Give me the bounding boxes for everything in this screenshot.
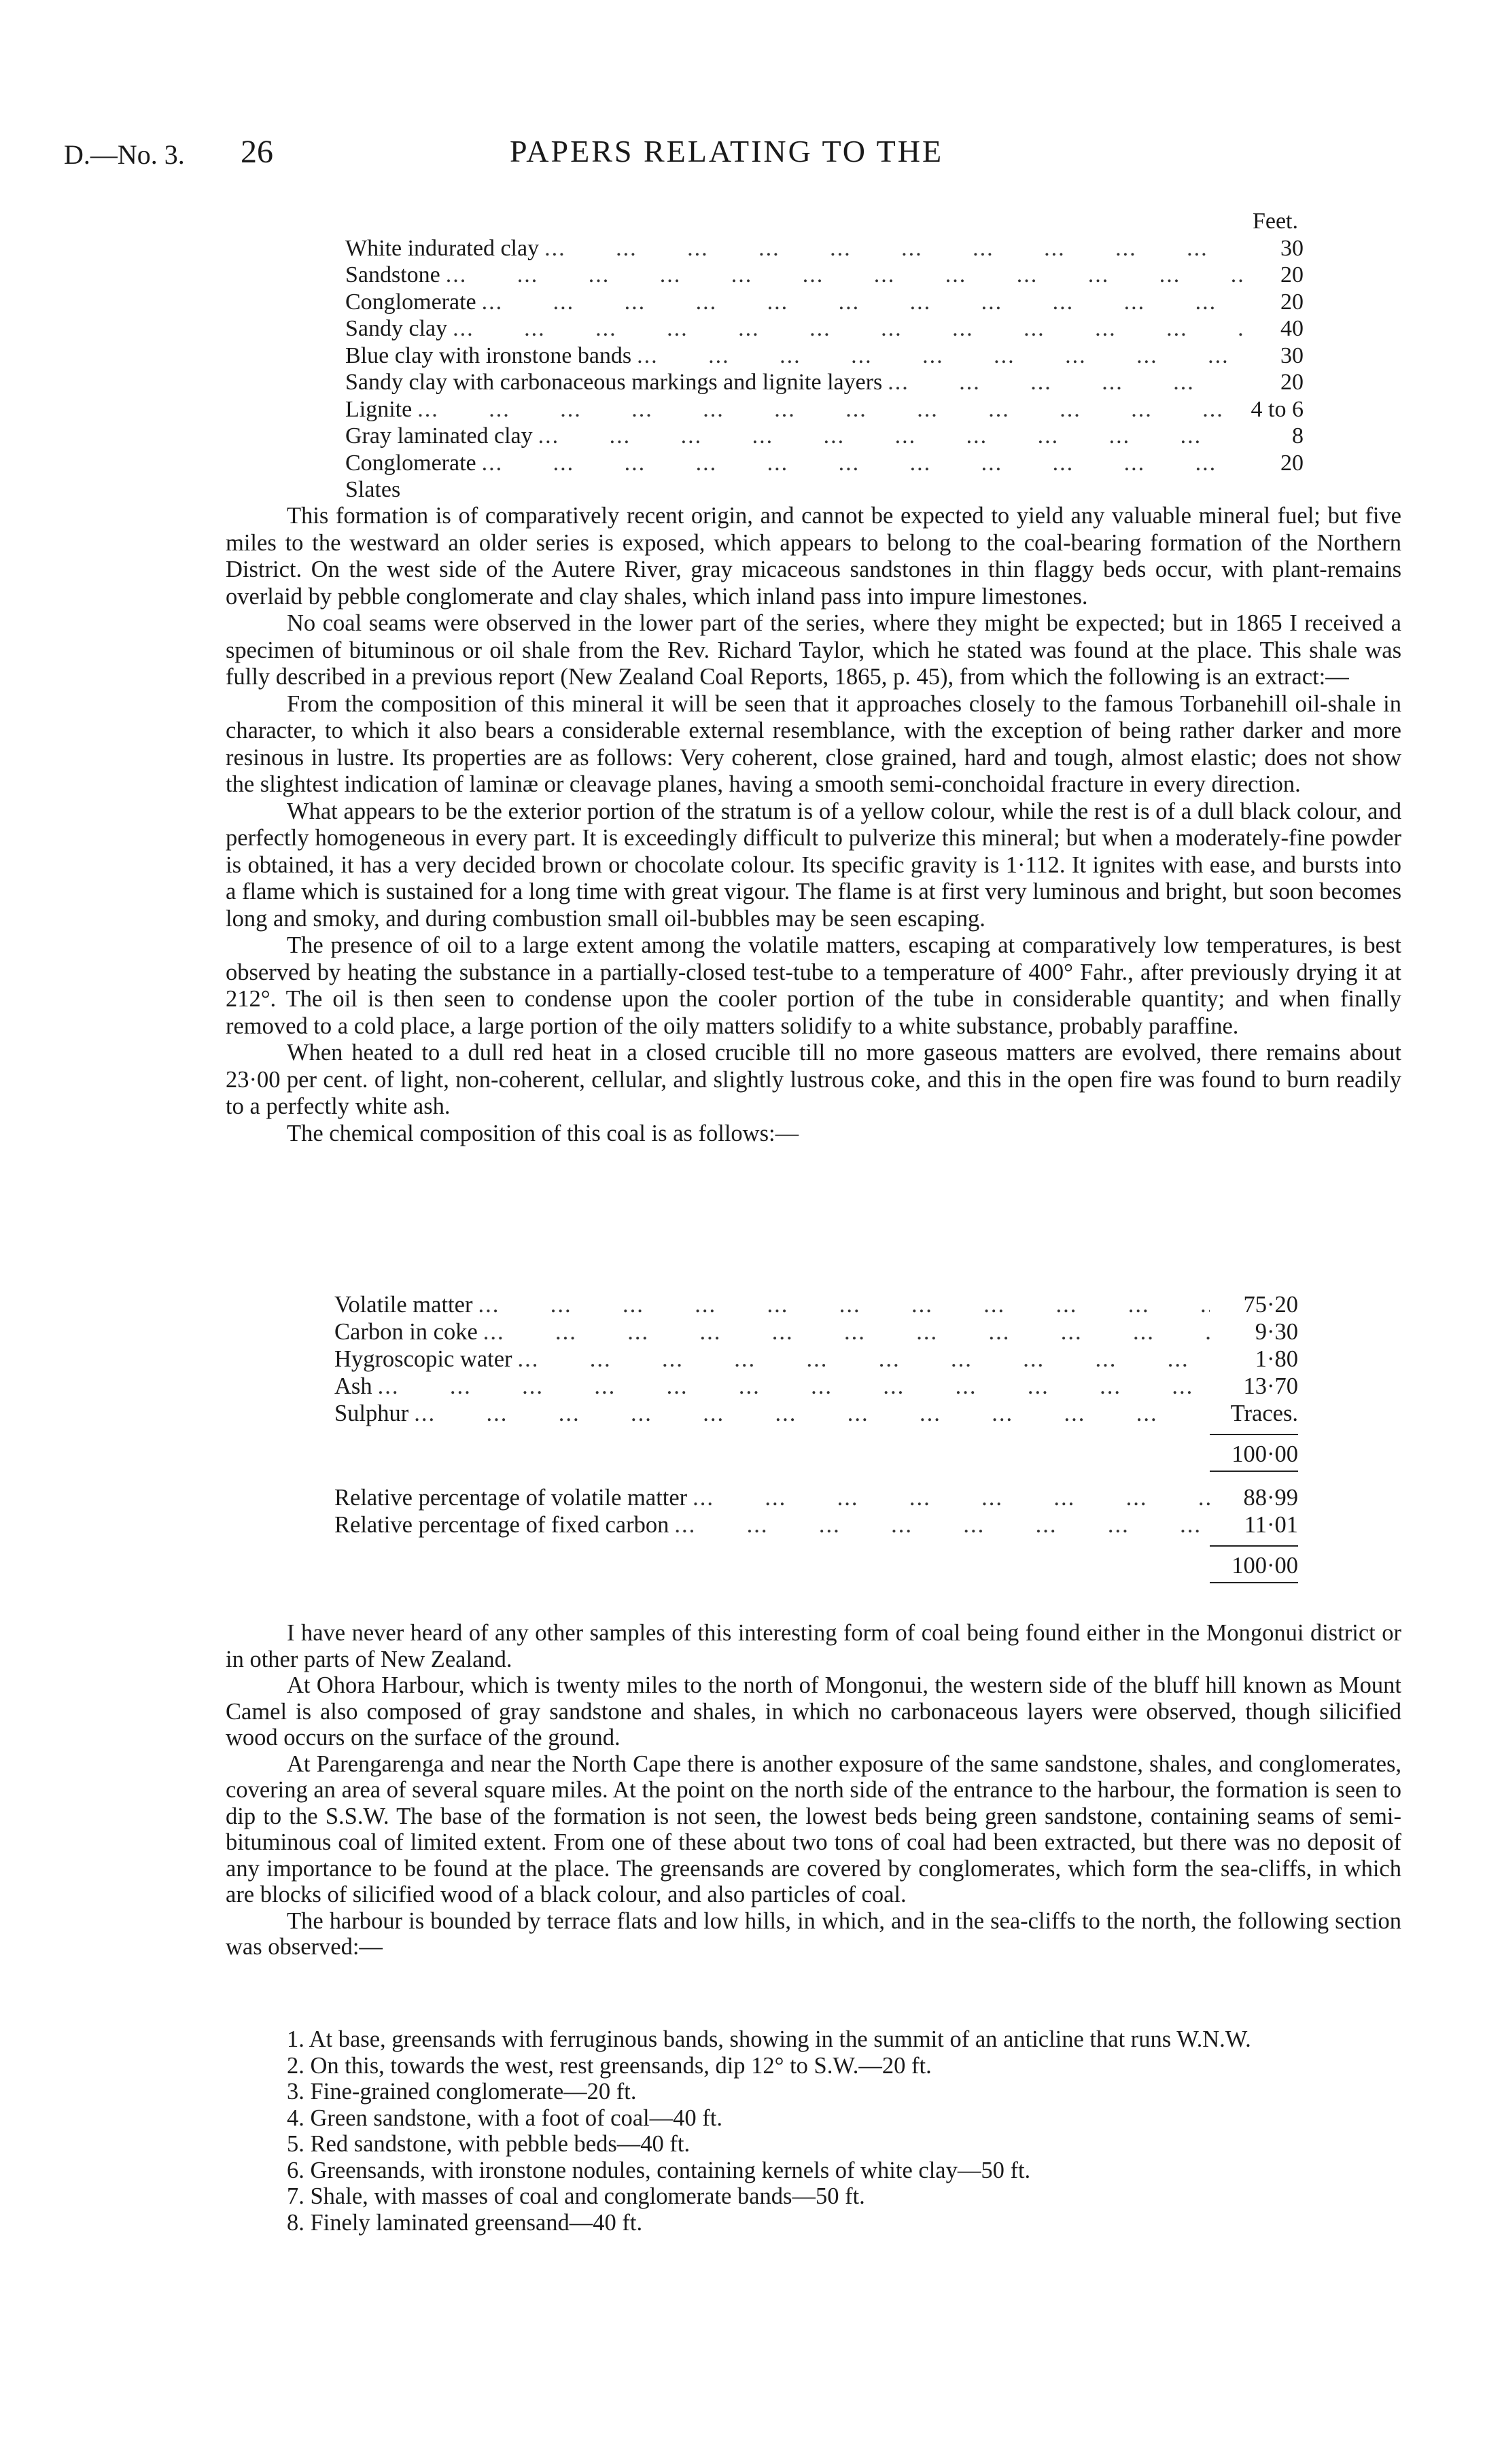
section-item: 2. On this, towards the west, rest greensands, dip 12° to S.W.—20 ft. [287, 2052, 932, 2079]
strata-row [345, 235, 1304, 262]
page-header [64, 133, 1389, 181]
section-item: 3. Fine-grained conglomerate—20 ft. [287, 2079, 637, 2105]
strata-row [345, 450, 1304, 477]
body-text-lower [226, 1620, 1401, 1960]
stratum-thickness: 8 [1292, 423, 1304, 448]
composition-table [334, 1291, 1298, 1596]
relative-row [334, 1511, 1298, 1538]
section-item: 5. Red sandstone, with pebble beds—40 ft. [287, 2131, 691, 2157]
leader-dots [447, 315, 1242, 342]
composition-row [334, 1345, 1298, 1373]
stratum-thickness: 30 [1280, 235, 1304, 261]
leader-dots [631, 342, 1242, 370]
relative-row [334, 1484, 1298, 1511]
stratum-thickness: 20 [1280, 262, 1304, 287]
paragraph: The chemical composition of this coal is as follows:— [287, 1120, 799, 1146]
paragraph: When heated to a dull red heat in a closed crucible till no more gaseous matters are evolved, there remains about 23·00 per cent. of light, non-coherent, cellular, and slightly lustrous coke, and this in the open fire was found to burn readily to a perfectly white ash. [226, 1040, 1401, 1119]
strata-row [345, 476, 1304, 504]
strata-row [345, 396, 1304, 423]
total-value: 100·00 [1210, 1434, 1298, 1472]
component-name: Volatile matter [334, 1292, 473, 1318]
page-number: 26 [241, 134, 273, 170]
strata-table [345, 208, 1304, 504]
paragraph: The presence of oil to a large extent among the volatile matters, escaping at comparatively low temperatures, is best observed by heating the substance in a partially-closed test-tube to a temperature of 400° Fahr., after previously drying it at 212°. The oil is then seen to condense upon the cooler portion of the tube in considerable quantity; and when finally removed to a cold place, a large portion of the oily matters solidify to a white substance, probably paraffine. [226, 932, 1401, 1039]
stratum-name: Lignite [345, 396, 413, 422]
composition-total [334, 1427, 1298, 1484]
composition-row [334, 1318, 1298, 1345]
paragraph: No coal seams were observed in the lower part of the series, where they might be expected; but in 1865 I received a specimen of bituminous or oil shale from the Rev. Richard Taylor, which he stated was found at the place. This shale was fully described in a previous report (New Zealand Coal Reports, 1865, p. 45), from which the following is an extract:— [226, 610, 1401, 690]
leader-dots [476, 450, 1242, 477]
body-text-upper [226, 503, 1401, 1147]
stratum-name: Sandy clay [345, 316, 448, 341]
strata-row [345, 369, 1304, 396]
total-value: 100·00 [1210, 1545, 1298, 1583]
stratum-thickness: 20 [1280, 370, 1304, 395]
section-item: 8. Finely laminated greensand—40 ft. [287, 2209, 643, 2236]
stratum-name: Conglomerate [345, 289, 476, 315]
leader-dots [533, 423, 1242, 450]
component-value: 13·70 [1243, 1373, 1298, 1399]
stratum-name: Blue clay with ironstone bands [345, 342, 632, 368]
stratum-thickness: 4 to 6 [1251, 396, 1304, 422]
leader-dots [512, 1345, 1210, 1373]
leader-dots [882, 369, 1242, 396]
component-value: 75·20 [1243, 1292, 1298, 1318]
section-item: 4. Green sandstone, with a foot of coal—40 ft. [287, 2105, 722, 2131]
stratum-name: Sandy clay with carbonaceous markings and lignite layers [345, 370, 883, 395]
strata-row [345, 262, 1304, 289]
leader-dots [539, 235, 1242, 262]
stratum-name: Conglomerate [345, 450, 476, 476]
section-item: 6. Greensands, with ironstone nodules, containing kernels of white clay—50 ft. [287, 2157, 1031, 2183]
strata-row [345, 423, 1304, 450]
component-name: Hygroscopic water [334, 1346, 512, 1372]
relative-name: Relative percentage of fixed carbon [334, 1512, 669, 1538]
leader-dots [478, 1318, 1210, 1345]
paragraph: From the composition of this mineral it will be seen that it approaches closely to the famous Torbanehill oil-shale in character, to which it also bears a considerable external resemblance, with the exception of being rather darker and more resinous in lustre. Its properties are as follows: Very coherent, close grained, hard and tough, almost elastic; does not show the slightest indication of laminæ or cleavage planes, having a smooth semi-conchoidal fracture in every direction. [226, 690, 1401, 797]
component-name: Carbon in coke [334, 1319, 478, 1345]
section-item: 1. At base, greensands with ferruginous bands, showing in the summit of an anticline that runs W.N.W. [287, 2026, 1251, 2052]
unit-heading: Feet. [1252, 209, 1298, 234]
paragraph: At Parengarenga and near the North Cape there is another exposure of the same sandstone, shales, and conglomerates, covering an area of several square miles. At the point on the north side of the entrance to the harbour, the formation is seen to dip to the S.S.W. The base of the formation is not seen, the lowest beds being green sandstone, containing seams of semi-bituminous coal of limited extent. From one of these about two tons of coal had been extracted, but there was no deposit of any importance to be found at the place. The greensands are covered by conglomerates, which form the sea-cliffs, in which are blocks of silicified wood of a black colour, and also particles of coal. [226, 1750, 1401, 1907]
document-reference: D.—No. 3. [64, 139, 185, 170]
component-value: 9·30 [1255, 1319, 1298, 1345]
stratum-thickness: 20 [1280, 289, 1304, 315]
stratum-name: Sandstone [345, 262, 440, 287]
section-item: 7. Shale, with masses of coal and conglomerate bands—50 ft. [287, 2183, 865, 2209]
paragraph: This formation is of comparatively recent origin, and cannot be expected to yield any valuable mineral fuel; but five miles to the westward an older series is exposed, which appears to belong to the coal-bearing formation of the Northern District. On the west side of the Autere River, gray micaceous sandstones in thin flaggy beds occur, with plant-remains overlaid by pebble conglomerate and clay shales, which inland pass into impure limestones. [226, 503, 1401, 610]
relative-name: Relative percentage of volatile matter [334, 1485, 688, 1511]
strata-row [345, 342, 1304, 370]
component-value: Traces. [1230, 1401, 1298, 1426]
strata-row [345, 315, 1304, 342]
composition-row [334, 1291, 1298, 1318]
paragraph: I have never heard of any other samples of this interesting form of coal being found either in the Mongonui district or in other parts of New Zealand. [226, 1620, 1401, 1672]
stratum-name: Slates [345, 477, 401, 502]
leader-dots [669, 1511, 1210, 1538]
composition-row [334, 1373, 1298, 1400]
paragraph: At Ohora Harbour, which is twenty miles to the north of Mongonui, the western side of the bluff hill known as Mount Camel is also composed of gray sandstone and shales, in which no carbonaceous layers were observed, though silicified wood occurs on the surface of the ground. [226, 1672, 1401, 1750]
strata-row [345, 289, 1304, 316]
stratum-thickness: 30 [1280, 342, 1304, 368]
section-list [226, 2026, 1401, 2236]
component-name: Sulphur [334, 1401, 409, 1426]
leader-dots [687, 1484, 1210, 1511]
composition-row [334, 1400, 1298, 1427]
relative-value: 88·99 [1243, 1485, 1298, 1511]
leader-dots [412, 396, 1242, 423]
relative-total [334, 1538, 1298, 1596]
stratum-thickness: 40 [1280, 316, 1304, 341]
leader-dots [440, 262, 1242, 289]
stratum-thickness: 20 [1280, 450, 1304, 476]
leader-dots [408, 1400, 1210, 1427]
stratum-name: White indurated clay [345, 235, 540, 261]
component-value: 1·80 [1255, 1346, 1298, 1372]
paragraph: What appears to be the exterior portion of the stratum is of a yellow colour, while the rest is of a dull black colour, and perfectly homogeneous in every part. It is exceedingly difficult to pulverize this mineral; but when a moderately-fine powder is obtained, it has a very decided brown or chocolate colour. Its specific gravity is 1·112. It ignites with ease, and bursts into a flame which is sustained for a long time with great vigour. The flame is at first very luminous and bright, but soon becomes long and smoky, and during combustion small oil-bubbles may be seen escaping. [226, 798, 1401, 932]
relative-value: 11·01 [1244, 1512, 1298, 1538]
stratum-name: Gray laminated clay [345, 423, 533, 448]
leader-dots [372, 1373, 1210, 1400]
paragraph: The harbour is bounded by terrace flats and low hills, in which, and in the sea-cliffs to the north, the following section was observed:— [226, 1907, 1401, 1960]
running-title: PAPERS RELATING TO THE [509, 134, 944, 169]
component-name: Ash [334, 1373, 372, 1399]
leader-dots [472, 1291, 1210, 1318]
leader-dots [476, 289, 1242, 316]
